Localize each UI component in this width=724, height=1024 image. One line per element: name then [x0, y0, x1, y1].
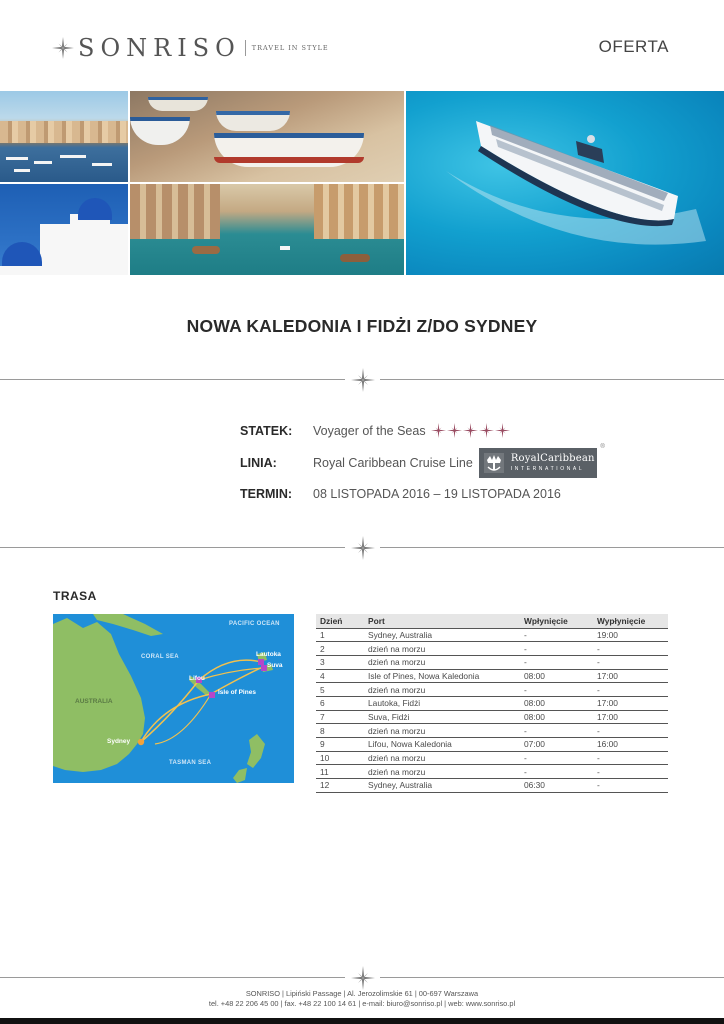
rating-star-icon [495, 423, 510, 438]
ship-label: STATEK: [240, 423, 293, 438]
rating-star-icon [479, 423, 494, 438]
table-row [316, 738, 668, 752]
cell-day: 6 [316, 696, 364, 710]
cell-port: Isle of Pines, Nowa Kaledonia [364, 669, 520, 683]
brand-name: SONRISO [78, 34, 241, 62]
cell-departure: 16:00 [593, 738, 668, 752]
fishing-boats-photo [130, 91, 404, 182]
harbor-photo [0, 91, 128, 182]
registered-mark: ® [600, 444, 605, 450]
cell-departure: - [593, 683, 668, 697]
route-map [53, 614, 294, 783]
rating-star-icon [431, 423, 446, 438]
cell-day: 9 [316, 738, 364, 752]
table-row [316, 669, 668, 683]
cell-port: dzień na morzu [364, 765, 520, 779]
line-value: Royal Caribbean Cruise Line [313, 456, 473, 470]
compass-star-icon [351, 368, 375, 392]
footer-address: SONRISO | Lipiński Passage | Al. Jerozolimskie 61 | 00-697 Warszawa [245, 989, 479, 998]
cell-arrival: 08:00 [520, 710, 593, 724]
document-type: OFERTA [598, 37, 669, 56]
cell-port: dzień na morzu [364, 655, 520, 669]
cell-day: 1 [316, 628, 364, 642]
brand-tagline: TRAVEL IN STYLE [251, 44, 329, 52]
table-row [316, 683, 668, 697]
cell-day: 5 [316, 683, 364, 697]
map-label-pacific: PACIFIC OCEAN [229, 621, 280, 627]
rating-star-icon [447, 423, 462, 438]
page-title: NOWA KALEDONIA I FIDŻI Z/DO SYDNEY [186, 316, 538, 336]
route-heading: TRASA [53, 589, 97, 603]
cell-arrival: - [520, 642, 593, 656]
ship-row [240, 423, 511, 438]
cell-departure: 17:00 [593, 669, 668, 683]
cell-day: 4 [316, 669, 364, 683]
cell-port: dzień na morzu [364, 642, 520, 656]
cell-arrival: - [520, 683, 593, 697]
line-row [240, 444, 605, 478]
cell-day: 3 [316, 655, 364, 669]
cell-departure: - [593, 779, 668, 793]
cell-departure: - [593, 765, 668, 779]
map-port-lautoka: Lautoka [256, 651, 281, 658]
cell-departure: - [593, 751, 668, 765]
map-port-sydney: Sydney [107, 738, 131, 745]
cell-departure: - [593, 724, 668, 738]
compass-star-icon [351, 966, 375, 990]
table-header-row [316, 614, 668, 628]
cruise-ship-icon [406, 91, 724, 275]
map-port-isle-of-pines: Isle of Pines [218, 689, 256, 696]
cell-arrival: - [520, 751, 593, 765]
column-header-day: Dzień [316, 614, 364, 628]
cell-day: 10 [316, 751, 364, 765]
table-row [316, 779, 668, 793]
sonriso-logo[interactable] [52, 34, 329, 62]
term-label: TERMIN: [240, 487, 293, 501]
divider [0, 536, 724, 560]
cell-port: Suva, Fidżi [364, 710, 520, 724]
cell-port: Sydney, Australia [364, 779, 520, 793]
santorini-photo [0, 184, 128, 275]
photo-banner [0, 91, 724, 275]
cell-arrival: 08:00 [520, 696, 593, 710]
cell-port: dzień na morzu [364, 724, 520, 738]
cell-departure: - [593, 642, 668, 656]
venice-canal-photo [130, 184, 404, 275]
royal-caribbean-logo [479, 444, 605, 478]
cell-departure: 17:00 [593, 696, 668, 710]
cell-port: dzień na morzu [364, 751, 520, 765]
cell-day: 8 [316, 724, 364, 738]
logo-sub: INTERNATIONAL [510, 466, 585, 472]
bottom-bar [0, 1018, 724, 1024]
column-header-departure: Wypłynięcie [593, 614, 668, 628]
cell-day: 12 [316, 779, 364, 793]
cell-port: Lifou, Nowa Kaledonia [364, 738, 520, 752]
cell-arrival: - [520, 628, 593, 642]
footer-contact: tel. +48 22 206 45 00 | fax. +48 22 100 14 61 | e-mail: biuro@sonriso.pl | web: www.sonriso.pl [208, 999, 516, 1008]
header [0, 0, 724, 90]
footer-divider [0, 966, 724, 990]
table-row [316, 642, 668, 656]
ship-value: Voyager of the Seas [313, 423, 426, 438]
cell-port: Sydney, Australia [364, 628, 520, 642]
table-row [316, 710, 668, 724]
crown-anchor-icon [483, 452, 505, 474]
cell-arrival: 06:30 [520, 779, 593, 793]
cell-day: 7 [316, 710, 364, 724]
itinerary-table [316, 614, 668, 793]
map-label-coral: CORAL SEA [141, 654, 179, 660]
map-label-tasman: TASMAN SEA [169, 760, 212, 766]
cell-departure: - [593, 655, 668, 669]
itinerary-body [316, 628, 668, 792]
cell-departure: 19:00 [593, 628, 668, 642]
table-row [316, 724, 668, 738]
table-row [316, 655, 668, 669]
cell-arrival: - [520, 655, 593, 669]
cell-arrival: - [520, 765, 593, 779]
table-row [316, 628, 668, 642]
map-port-lifou: Lifou [189, 675, 205, 682]
divider [0, 368, 724, 392]
logo-separator [245, 40, 246, 56]
ship-rating [431, 423, 511, 438]
column-header-port: Port [364, 614, 520, 628]
line-label: LINIA: [240, 456, 277, 470]
table-row [316, 696, 668, 710]
cell-port: dzień na morzu [364, 683, 520, 697]
map-port-suva: Suva [267, 662, 283, 669]
cruise-ship-photo [406, 91, 724, 275]
cell-port: Lautoka, Fidżi [364, 696, 520, 710]
term-row [240, 487, 561, 501]
term-value: 08 LISTOPADA 2016 – 19 LISTOPADA 2016 [313, 487, 561, 501]
cell-arrival: 07:00 [520, 738, 593, 752]
compass-star-icon [52, 37, 74, 59]
cell-arrival: - [520, 724, 593, 738]
compass-star-icon [351, 536, 375, 560]
cell-day: 2 [316, 642, 364, 656]
table-row [316, 765, 668, 779]
cell-departure: 17:00 [593, 710, 668, 724]
rating-star-icon [463, 423, 478, 438]
cell-arrival: 08:00 [520, 669, 593, 683]
cell-day: 11 [316, 765, 364, 779]
logo-name: RoyalCaribbean [510, 453, 595, 464]
table-row [316, 751, 668, 765]
column-header-arrival: Wpłynięcie [520, 614, 593, 628]
map-label-australia: AUSTRALIA [75, 698, 113, 705]
